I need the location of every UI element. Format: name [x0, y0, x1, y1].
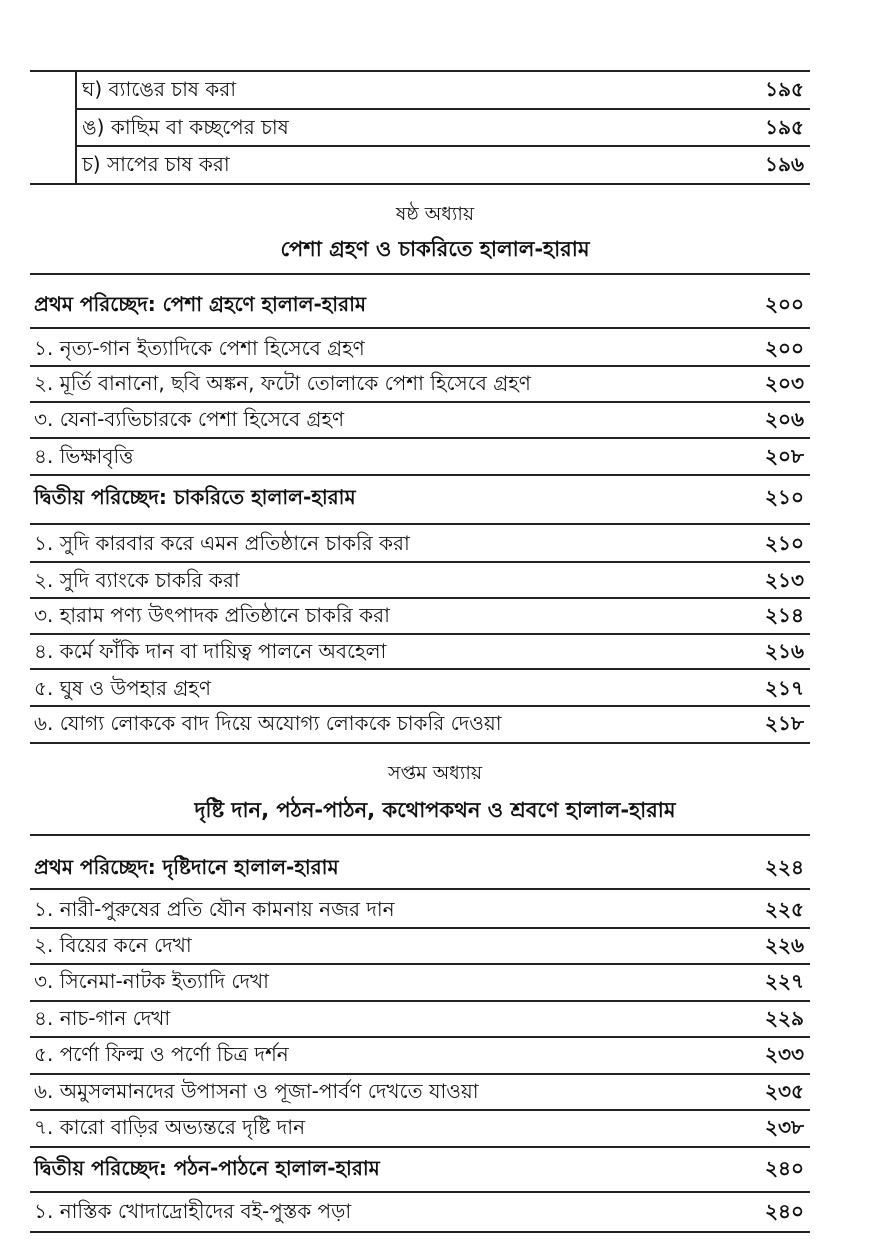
rule	[30, 834, 810, 836]
entry-page: ২১০	[765, 485, 804, 509]
chapter-title: দৃষ্টি দান, পঠন-পাঠন, কথোপকথন ও শ্রবণে হালাল-হারাম	[194, 798, 676, 822]
entry-page: ২১৬	[765, 639, 804, 663]
entry-page: ২৩৫	[765, 1079, 804, 1103]
list-item	[30, 331, 810, 365]
section-title: দ্বিতীয় পরিচ্ছেদ: পঠন-পাঠনে হালাল-হারাম	[34, 1156, 380, 1180]
list-item	[30, 439, 810, 473]
entry-label: ৩. সিনেমা-নাটক ইত্যাদি দেখা	[34, 969, 269, 993]
entry-page: ২১৮	[765, 711, 804, 735]
rule	[30, 474, 810, 476]
rule	[30, 1191, 810, 1193]
entry-page: ২২৪	[765, 855, 804, 879]
rule	[30, 668, 810, 670]
list-item	[30, 1001, 810, 1035]
entry-label: ৬. যোগ্য লোককে বাদ দিয়ে অযোগ্য লোককে চাকরি দেওয়া	[34, 711, 502, 735]
list-item	[30, 634, 810, 668]
entry-label: ১. নারী-পুরুষের প্রতি যৌন কামনায় নজর দান	[34, 897, 395, 921]
rule	[30, 888, 810, 890]
entry-label: ৩. হারাম পণ্য উৎপাদক প্রতিষ্ঠানে চাকরি করা	[34, 603, 390, 627]
entry-page: ২০৩	[764, 371, 804, 395]
list-item	[30, 671, 810, 705]
rule	[30, 1146, 810, 1148]
rule	[30, 1231, 810, 1233]
list-item	[30, 706, 810, 740]
entry-page: ১৯৫	[765, 115, 804, 139]
section-row	[30, 850, 810, 884]
chapter-number: সপ্তম অধ্যায়	[387, 762, 483, 784]
entry-label: ১. সুদি কারবার করে এমন প্রতিষ্ঠানে চাকরি করা	[34, 531, 410, 555]
list-item	[30, 1194, 810, 1228]
entry-label: ৫. পর্ণো ফিল্ম ও পর্ণো চিত্র দর্শন	[34, 1042, 289, 1066]
entry-label: ৬. অমুসলমানদের উপাসনা ও পূজা-পার্বণ দেখতে যাওয়া	[34, 1079, 479, 1103]
list-item	[30, 964, 810, 998]
entry-label: ১. নৃত্য-গান ইত্যাদিকে পেশা হিসেবে গ্রহণ	[34, 336, 365, 360]
entry-page: ২১০	[765, 531, 804, 555]
entry-page: ২৪০	[765, 1156, 804, 1180]
entry-label: ২. মূর্তি বানানো, ছবি অঙ্কন, ফটো তোলাকে পেশা হিসেবে গ্রহণ	[34, 371, 531, 395]
entry-page: ২১৭	[765, 676, 804, 700]
entry-label: ৩. যেনা-ব্যভিচারকে পেশা হিসেবে গ্রহণ	[34, 407, 345, 431]
section-row	[30, 287, 810, 321]
entry-label: ঘ) ব্যাঙের চাষ করা	[82, 77, 237, 101]
section-title: দ্বিতীয় পরিচ্ছেদ: চাকরিতে হালাল-হারাম	[34, 485, 356, 509]
entry-page: ২৩৩	[764, 1042, 804, 1066]
entry-label: ঙ) কাছিম বা কচ্ছপের চাষ	[82, 115, 289, 139]
entry-label: ২. বিয়ের কনে দেখা	[34, 933, 192, 957]
chapter-title: পেশা গ্রহণ ও চাকরিতে হালাল-হারাম	[280, 237, 590, 261]
entry-label: ১. নাস্তিক খোদাদ্রোহীদের বই-পুস্তক পড়া	[34, 1199, 352, 1223]
entry-page: ২২৭	[764, 969, 804, 993]
rule	[30, 742, 810, 744]
entry-label: ২. সুদি ব্যাংকে চাকরি করা	[34, 568, 240, 592]
entry-page: ২৪০	[765, 1199, 804, 1223]
entry-page: ১৯৬	[765, 152, 804, 176]
entry-page: ২৩৮	[765, 1115, 804, 1139]
entry-label: ৪. কর্মে ফাঁকি দান বা দায়িত্ব পালনে অবহেলা	[34, 639, 387, 663]
entry-page: ২০০	[764, 292, 804, 316]
rule	[30, 523, 810, 525]
list-item	[30, 1037, 810, 1071]
list-item	[30, 563, 810, 597]
chapter-number: ষষ্ঠ অধ্যায়	[395, 203, 475, 225]
list-item	[30, 1110, 810, 1144]
section-title: প্রথম পরিচ্ছেদ: দৃষ্টিদানে হালাল-হারাম	[34, 855, 339, 879]
list-item	[30, 147, 810, 181]
entry-page: ২২৫	[765, 897, 804, 921]
list-item	[30, 402, 810, 436]
entry-page: ২০৮	[765, 444, 804, 468]
entry-page: ২২৬	[764, 933, 804, 957]
list-item	[30, 1074, 810, 1108]
entry-label: চ) সাপের চাষ করা	[82, 152, 230, 176]
list-item	[30, 72, 810, 106]
rule	[30, 327, 810, 329]
list-item	[30, 366, 810, 400]
entry-page: ২০৬	[764, 407, 804, 431]
entry-label: ৪. নাচ-গান দেখা	[34, 1006, 171, 1030]
entry-label: ৪. ভিক্ষাবৃত্তি	[34, 444, 134, 468]
list-item	[30, 928, 810, 962]
rule	[30, 183, 810, 185]
entry-label: ৭. কারো বাড়ির অভ্যন্তরে দৃষ্টি দান	[34, 1115, 306, 1139]
entry-page: ২১৪	[765, 603, 804, 627]
list-item	[30, 892, 810, 926]
list-item	[30, 598, 810, 632]
section-row	[30, 1151, 810, 1185]
entry-page: ২২৯	[765, 1006, 804, 1030]
entry-label: ৫. ঘুষ ও উপহার গ্রহণ	[34, 676, 211, 700]
section-row	[30, 480, 810, 514]
list-item	[30, 526, 810, 560]
rule	[30, 273, 810, 275]
entry-page: ১৯৫	[765, 77, 804, 101]
entry-page: ২১৩	[765, 568, 804, 592]
entry-page: ২০০	[764, 336, 804, 360]
list-item	[30, 110, 810, 144]
section-title: প্রথম পরিচ্ছেদ: পেশা গ্রহণে হালাল-হারাম	[34, 292, 366, 316]
